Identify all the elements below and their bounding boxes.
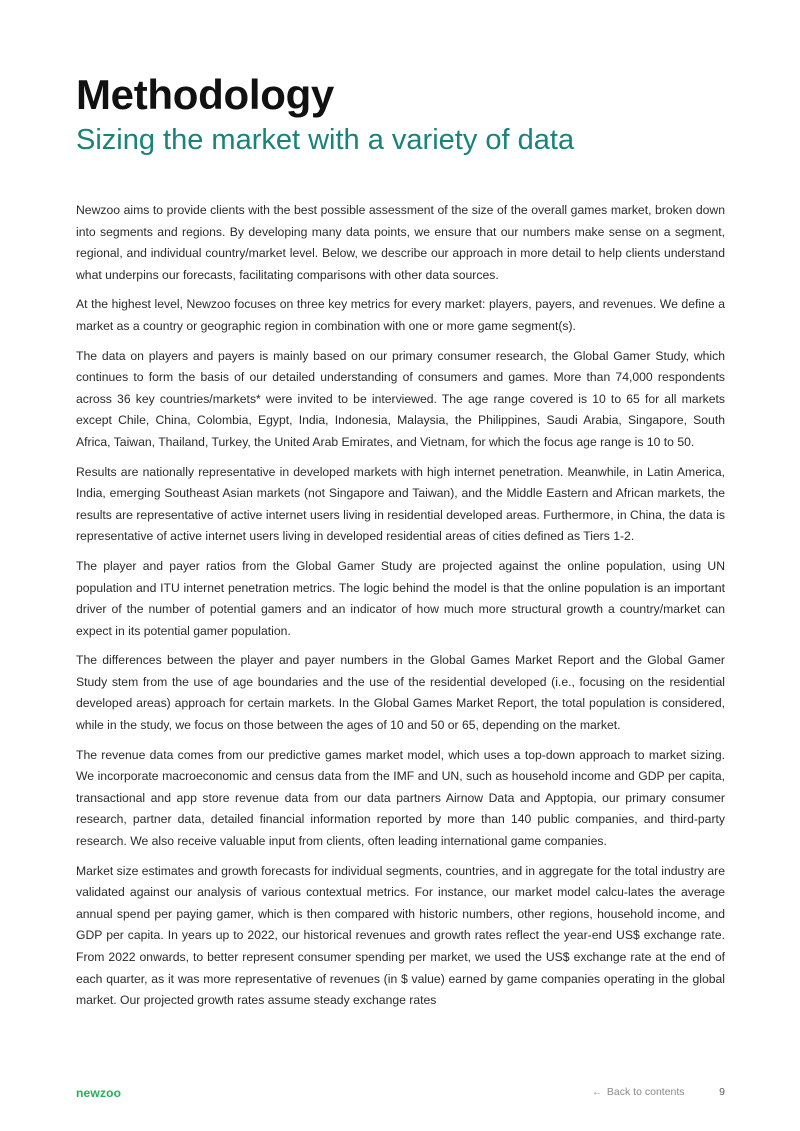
paragraph-intro: Newzoo aims to provide clients with the best possible assessment of the size of the overall games market, broken down into segments and regions. By developing many data points, we ensure that our numbers make sense on a segment, regional, and individual country/market level. Below, we describe our approach in more detail to help clients understand what underpins our forecasts, facilitating comparisons with other data sources. [76,203,725,282]
paragraph-differences: The differences between the player and payer numbers in the Global Games Market Report and the Global Gamer Study stem from the use of age boundaries and the use of the residential developed (i.e., focusing on the residential developed areas) approach for certain markets. In the Global Games Market Report, the total population is considered, while in the study, we focus on those between the ages of 10 and 50 or 65, depending on the market. [76,653,725,733]
newzoo-logo: newzoo [76,1086,122,1100]
body-text [76,200,725,1020]
page-subtitle: Sizing the market with a variety of data [76,124,575,156]
page-title: Methodology [76,71,334,118]
back-to-contents-link[interactable] [592,1086,685,1098]
paragraph-revenue-data: The revenue data comes from our predictive games market model, which uses a top-down approach to market sizing. We incorporate macroeconomic and census data from the IMF and UN, such as household income and GDP per capita, transactional and app store revenue data from our data partners Airnow Data and Apptopia, our primary consumer research, partner data, detailed financial information reported by more than 140 public companies, and third-party research. We also receive valuable input from clients, often leading international game companies. [76,747,725,849]
paragraph-players-payers: The data on players and payers is mainly based on our primary consumer research, the Global Gamer Study, which continues to form the basis of our detailed understanding of consumers and games. More than 74,000 respondents across 36 key countries/markets* were invited to be interviewed. The age range covered is 10 to 65 for all markets except Chile, China, Colombia, Egypt, India, Indonesia, Malaysia, the Philippines, Saudi Arabia, Singapore, South Africa, Taiwan, Thailand, Turkey, the United Arab Emirates, and Vietnam, for which the focus age range is 10 to 50. [76,348,725,449]
page-number: 9 [719,1086,725,1098]
paragraph-market-size: Market size estimates and growth forecasts for individual segments, countries, and in aggregate for the total industry are validated against our analysis of various contextual metrics. For instance, our market model calcu-lates the average annual spend per paying gamer, which is then compared with historic numbers, other regions, household income, and GDP per capita. In years up to 2022, our historical revenues and growth rates reflect the year-end US$ exchange rate. From 2022 onwards, to better represent consumer spending per market, we used the US$ exchange rate at the end of each quarter, as it was more representative of revenues (in $ value) earned by game companies operating in the global market. Our projected growth rates assume steady exchange rates [76,863,725,1008]
paragraph-ratios: The player and payer ratios from the Global Gamer Study are projected against the online population, using UN population and ITU internet penetration metrics. The logic behind the model is that the online population is an important driver of the number of potential gamers and an indicator of how much more structural growth a country/market can expect in its potential gamer population. [76,558,725,638]
paragraph-key-metrics: At the highest level, Newzoo focuses on three key metrics for every market: players, payers, and revenues. We define a market as a country or geographic region in combination with one or more game segment(s). [76,297,725,333]
page-footer [76,1084,725,1104]
arrow-left-icon: ← [592,1087,602,1098]
back-to-contents-label: Back to contents [606,1086,685,1098]
paragraph-representativeness: Results are nationally representative in developed markets with high internet penetration. Meanwhile, in Latin America, India, emerging Southeast Asian markets (not Singapore and Taiwan), and the Middle Eastern and African markets, the results are representative of active internet users living in residential developed areas. Furthermore, in China, the data is representative of active internet users living in developed residential areas of cities defined as Tiers 1-2. [76,464,725,544]
